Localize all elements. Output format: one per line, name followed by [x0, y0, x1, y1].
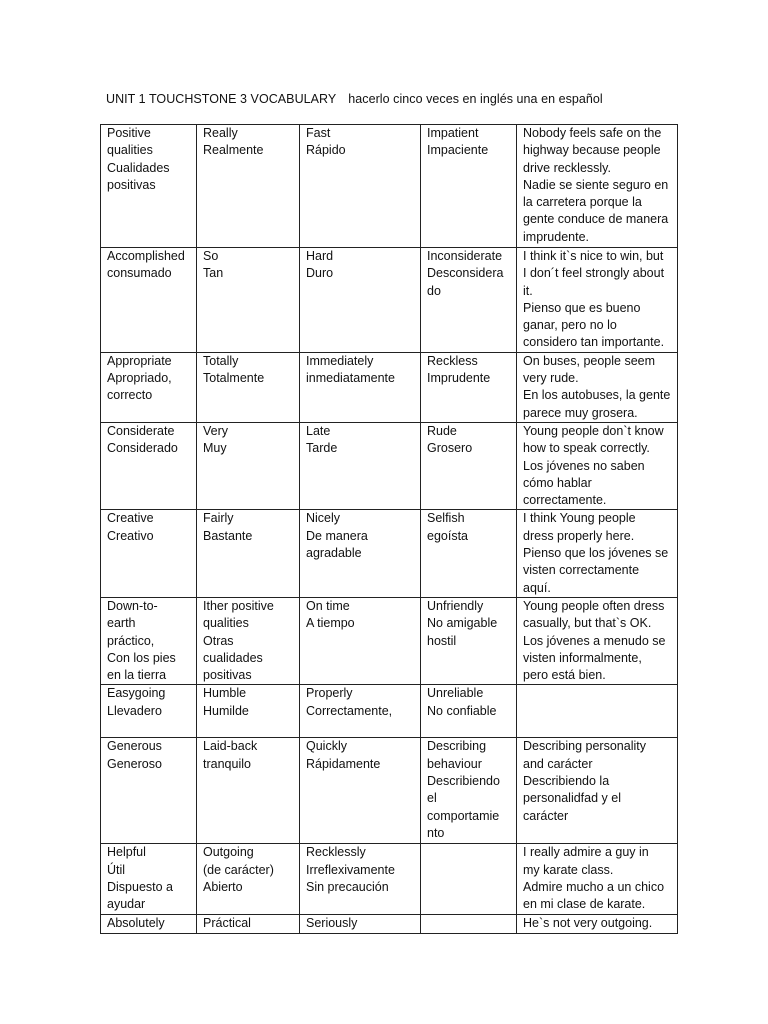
cell-text-line: Considerate	[107, 423, 175, 438]
cell-text-line: Inconsiderate	[427, 249, 503, 263]
cell-text-line: Generoso	[107, 756, 162, 771]
cell-text-line: Tan	[203, 266, 224, 281]
cell-text-line: dress properly here.	[523, 528, 635, 543]
cell-text-line: qualities	[107, 143, 153, 158]
page-title	[106, 92, 603, 106]
cell-text-line: Down-to-	[107, 598, 158, 613]
cell-text-line: Rápido	[306, 143, 346, 158]
table-cell	[197, 248, 300, 353]
cell-text-line: Immediately	[306, 353, 374, 368]
cell-text-line: Creativo	[107, 528, 154, 543]
cell-text-line: Humble	[203, 686, 247, 701]
cell-text-line: On buses, people seem	[523, 353, 656, 368]
table-cell	[300, 352, 421, 422]
table-cell	[101, 597, 197, 684]
cell-text-line: Describiendo la	[523, 774, 610, 789]
cell-text-line: Llevadero	[107, 703, 162, 718]
table-cell	[421, 248, 517, 353]
cell-text-line: drive recklessly.	[523, 160, 611, 175]
cell-text-line: Laid-back	[203, 739, 258, 754]
table-row	[101, 685, 678, 738]
cell-text-line: positivas	[107, 177, 156, 192]
cell-text-line: Describiendo	[427, 774, 500, 789]
table-cell	[300, 844, 421, 914]
cell-text-line: Desconsidera	[427, 266, 504, 281]
cell-text-line: Really	[203, 126, 238, 140]
cell-text-line: Selfish	[427, 511, 465, 526]
vocabulary-table	[100, 124, 678, 934]
table-cell	[300, 510, 421, 597]
title-main: UNIT 1 TOUCHSTONE 3 VOCABULARY	[106, 92, 337, 106]
cell-text-line: Pienso que los jóvenes se	[523, 546, 669, 561]
cell-text-line: cualidades	[203, 650, 263, 665]
cell-text-line: Quickly	[306, 739, 347, 754]
table-cell	[517, 844, 678, 914]
cell-text-line: Cualidades	[107, 160, 170, 175]
table-cell	[421, 738, 517, 844]
table-cell	[101, 510, 197, 597]
cell-text-line: Rude	[427, 423, 457, 438]
cell-text-line: highway because people	[523, 143, 661, 158]
cell-text-line: gente conduce de manera	[523, 212, 669, 227]
table-cell	[421, 352, 517, 422]
cell-text-line: pero está bien.	[523, 668, 606, 683]
cell-text-line: Dispuesto a	[107, 880, 174, 895]
title-note: hacerlo cinco veces en inglés una en español	[348, 92, 603, 106]
cell-text-line: hostil	[427, 633, 457, 648]
cell-text-line: el	[427, 791, 437, 806]
cell-text-line: and carácter	[523, 756, 593, 771]
table-cell	[197, 352, 300, 422]
cell-text-line: Bastante	[203, 528, 253, 543]
table-cell	[197, 738, 300, 844]
table-cell	[421, 844, 517, 914]
cell-text-line: Muy	[203, 441, 227, 456]
table-cell	[421, 685, 517, 738]
table-cell	[421, 125, 517, 248]
cell-text-line: Rápidamente	[306, 756, 381, 771]
cell-text-line: Creative	[107, 511, 154, 526]
cell-text-line: casually, but that`s OK.	[523, 616, 652, 631]
table-cell	[101, 248, 197, 353]
table-cell	[300, 685, 421, 738]
cell-text-line: (de carácter)	[203, 862, 274, 877]
cell-text-line: Impatient	[427, 126, 479, 140]
cell-text-line: Outgoing	[203, 845, 254, 860]
cell-text-line: Describing	[427, 739, 487, 754]
cell-text-line: De manera	[306, 528, 368, 543]
table-cell	[101, 844, 197, 914]
table-cell	[101, 422, 197, 509]
cell-text-line: Properly	[306, 686, 353, 701]
cell-text-line: No confiable	[427, 703, 497, 718]
cell-text-line: egoísta	[427, 528, 469, 543]
vocabulary-table-body	[101, 125, 678, 934]
cell-text-line: Fast	[306, 126, 331, 140]
cell-text-line: So	[203, 249, 219, 263]
cell-text-line: consumado	[107, 266, 172, 281]
table-row	[101, 914, 678, 933]
cell-text-line: No amigable	[427, 616, 498, 631]
cell-text-line: cómo hablar	[523, 475, 592, 490]
table-cell	[300, 597, 421, 684]
cell-text-line: how to speak correctly.	[523, 441, 650, 456]
table-cell	[517, 248, 678, 353]
cell-text-line: I think it`s nice to win, but	[523, 249, 664, 263]
cell-text-line: Helpful	[107, 845, 146, 860]
table-cell	[517, 597, 678, 684]
table-cell	[197, 844, 300, 914]
table-cell	[101, 685, 197, 738]
cell-text-line: Unfriendly	[427, 598, 484, 613]
table-cell	[517, 685, 678, 738]
cell-text-line: considero tan importante.	[523, 335, 665, 350]
cell-text-line: Con los pies	[107, 650, 176, 665]
table-cell	[300, 125, 421, 248]
cell-text-line: Abierto	[203, 880, 243, 895]
table-cell	[197, 422, 300, 509]
cell-text-line: I think Young people	[523, 511, 636, 526]
cell-text-line: Humilde	[203, 703, 249, 718]
cell-text-line: la carretera porque la	[523, 195, 642, 210]
cell-text-line: Positive	[107, 126, 151, 140]
cell-text-line: A tiempo	[306, 616, 355, 631]
cell-text-line: inmediatamente	[306, 371, 395, 386]
cell-text-line: ayudar	[107, 897, 146, 912]
table-cell	[517, 352, 678, 422]
cell-text-line: Fairly	[203, 511, 234, 526]
cell-text-line: Absolutely	[107, 915, 165, 930]
cell-text-line: Young people don`t know	[523, 423, 664, 438]
cell-text-line: Útil	[107, 862, 126, 877]
cell-text-line: Describing personality	[523, 739, 646, 754]
cell-text-line: Hard	[306, 249, 334, 263]
table-cell	[197, 914, 300, 933]
cell-text-line: Ither positive	[203, 598, 274, 613]
cell-text-line: agradable	[306, 546, 362, 561]
table-row	[101, 510, 678, 597]
table-row	[101, 597, 678, 684]
cell-text-line: Práctical	[203, 915, 251, 930]
cell-text-line: He`s not very outgoing.	[523, 915, 653, 930]
cell-text-line: Irreflexivamente	[306, 862, 395, 877]
cell-text-line: Seriously	[306, 915, 358, 930]
cell-text-line: Young people often dress	[523, 598, 665, 613]
cell-text-line: Considerado	[107, 441, 178, 456]
table-cell	[197, 597, 300, 684]
cell-text-line: Los jóvenes a menudo se	[523, 633, 666, 648]
cell-text-line: Nicely	[306, 511, 341, 526]
cell-text-line: I really admire a guy in	[523, 845, 649, 860]
table-cell	[517, 422, 678, 509]
cell-text-line: my karate class.	[523, 862, 614, 877]
table-row	[101, 248, 678, 353]
table-cell	[101, 125, 197, 248]
table-cell	[517, 125, 678, 248]
cell-text-line: Realmente	[203, 143, 264, 158]
cell-text-line: Generous	[107, 739, 162, 754]
cell-text-line: Tarde	[306, 441, 338, 456]
table-row	[101, 738, 678, 844]
cell-text-line: On time	[306, 598, 350, 613]
table-row	[101, 422, 678, 509]
cell-text-line: qualities	[203, 616, 249, 631]
cell-text-line: en mi clase de karate.	[523, 897, 646, 912]
cell-text-line: Otras	[203, 633, 234, 648]
cell-text-line: visten correctamente	[523, 563, 640, 578]
cell-text-line: Correctamente,	[306, 703, 393, 718]
cell-text-line: Duro	[306, 266, 334, 281]
table-row	[101, 352, 678, 422]
cell-text-line: Unreliable	[427, 686, 484, 701]
table-cell	[517, 914, 678, 933]
cell-text-line: do	[427, 283, 441, 298]
cell-text-line: tranquilo	[203, 756, 251, 771]
table-cell	[197, 510, 300, 597]
cell-text-line: Totally	[203, 353, 239, 368]
cell-text-line: correctamente.	[523, 493, 607, 508]
table-cell	[101, 914, 197, 933]
cell-text-line: aquí.	[523, 580, 551, 595]
cell-text-line: behaviour	[427, 756, 482, 771]
table-cell	[300, 914, 421, 933]
cell-text-line: Sin precaución	[306, 880, 389, 895]
cell-text-line: Accomplished	[107, 249, 185, 263]
cell-text-line: positivas	[203, 668, 252, 683]
table-cell	[101, 738, 197, 844]
cell-text-line: Grosero	[427, 441, 473, 456]
cell-text-line: En los autobuses, la gente	[523, 388, 671, 403]
cell-text-line: parece muy grosera.	[523, 405, 638, 420]
table-cell	[421, 510, 517, 597]
cell-text-line: Appropriate	[107, 353, 172, 368]
cell-text-line: it.	[523, 283, 533, 298]
cell-text-line: visten informalmente,	[523, 650, 642, 665]
cell-text-line: Admire mucho a un chico	[523, 880, 665, 895]
cell-text-line: carácter	[523, 808, 569, 823]
cell-text-line: very rude.	[523, 371, 579, 386]
cell-text-line: Nobody feels safe on the	[523, 126, 662, 140]
cell-text-line: Nadie se siente seguro en	[523, 177, 669, 192]
cell-text-line: Recklessly	[306, 845, 366, 860]
table-cell	[517, 510, 678, 597]
table-cell	[421, 914, 517, 933]
cell-text-line: personalidfad y el	[523, 791, 621, 806]
cell-text-line: comportamie	[427, 808, 500, 823]
cell-text-line: Late	[306, 423, 331, 438]
table-row	[101, 844, 678, 914]
table-row	[101, 125, 678, 248]
cell-text-line: Pienso que es bueno	[523, 300, 641, 315]
table-cell	[517, 738, 678, 844]
table-cell	[197, 685, 300, 738]
table-cell	[101, 352, 197, 422]
table-cell	[197, 125, 300, 248]
cell-text-line: práctico,	[107, 633, 155, 648]
table-cell	[300, 738, 421, 844]
cell-text-line: Easygoing	[107, 686, 166, 701]
table-cell	[421, 422, 517, 509]
table-cell	[421, 597, 517, 684]
cell-text-line: Very	[203, 423, 229, 438]
cell-text-line: imprudente.	[523, 229, 590, 244]
cell-text-line: I don´t feel strongly about	[523, 266, 665, 281]
cell-text-line: nto	[427, 825, 445, 840]
cell-text-line: Imprudente	[427, 371, 491, 386]
cell-text-line: Apropriado,	[107, 371, 172, 386]
table-cell	[300, 248, 421, 353]
cell-text-line: Los jóvenes no saben	[523, 458, 645, 473]
cell-text-line: correcto	[107, 388, 153, 403]
table-cell	[300, 422, 421, 509]
cell-text-line: Reckless	[427, 353, 478, 368]
cell-text-line: Impaciente	[427, 143, 489, 158]
cell-text-line: earth	[107, 616, 136, 631]
cell-text-line: ganar, pero no lo	[523, 318, 617, 333]
cell-text-line: en la tierra	[107, 668, 167, 683]
cell-text-line: Totalmente	[203, 371, 265, 386]
